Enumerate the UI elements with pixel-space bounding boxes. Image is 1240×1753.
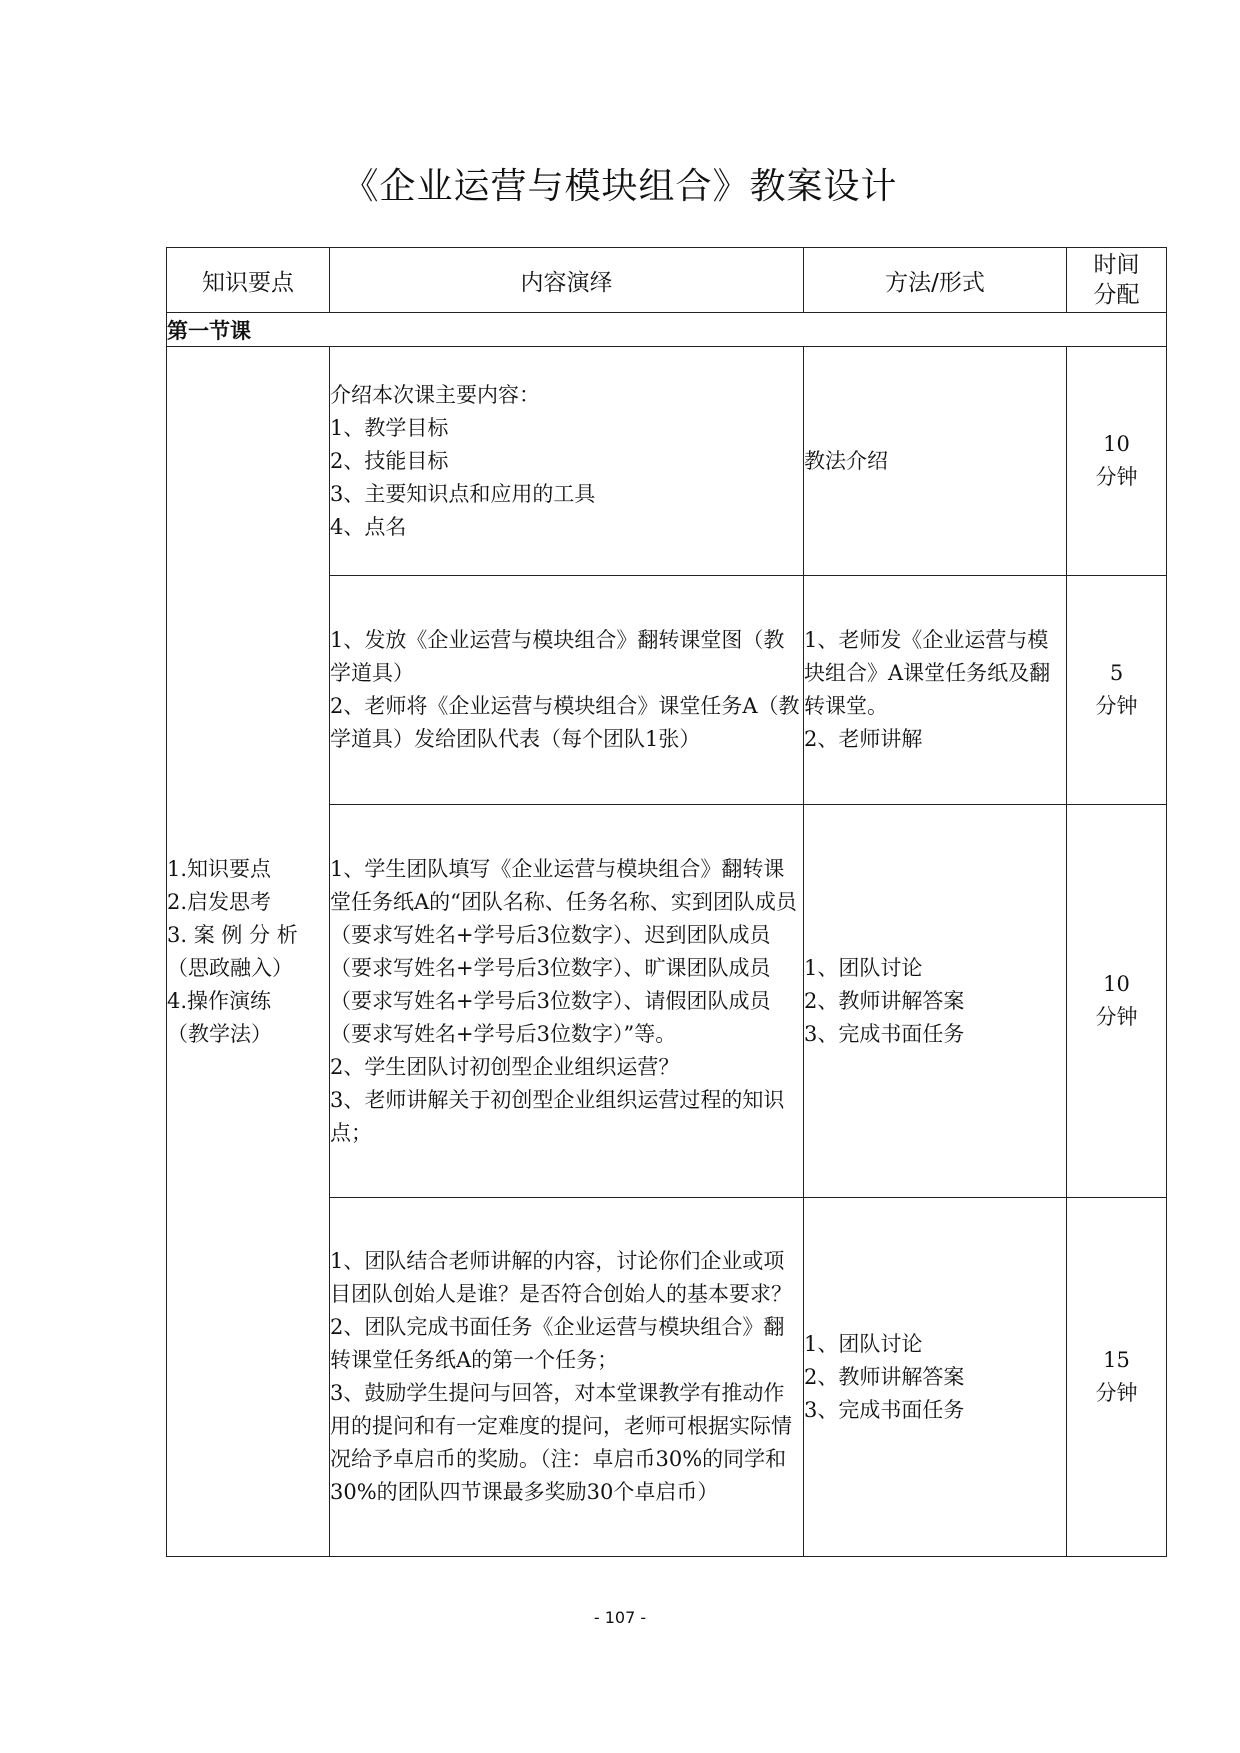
knowledge-point: 1.知识要点 [167,856,272,881]
time-cell [1067,347,1167,576]
knowledge-point: （教学法） [167,1021,272,1046]
header-time-line2: 分配 [1093,282,1140,308]
content-cell [330,576,804,805]
time-unit: 分钟 [1095,1005,1138,1029]
content-cell [330,1198,804,1557]
knowledge-point: 3. 案 例 分 析 [167,922,298,947]
time-unit: 分钟 [1095,1381,1138,1405]
header-time [1067,248,1167,313]
document-title: 《企业运营与模块组合》教案设计 [342,166,898,207]
method-line: 1、团队讨论 [804,1331,923,1356]
method-line: 2、教师讲解答案 [804,988,965,1013]
time-value: 5 [1109,661,1124,685]
header-method: 方法/形式 [804,248,1067,313]
content-line: 2、技能目标 [330,448,449,473]
method-line: 教法介绍 [804,448,888,473]
time-value: 10 [1103,432,1130,456]
content-line: 2、团队完成书面任务《企业运营与模块组合》翻转课堂任务纸A的第一个任务； [330,1315,785,1372]
content-cell [330,805,804,1198]
header-knowledge-points: 知识要点 [167,248,330,313]
knowledge-points-cell [167,347,330,1557]
method-line: 1、老师发《企业运营与模块组合》A课堂任务纸及翻转课堂。 [804,628,1051,718]
time-cell [1067,576,1167,805]
content-line: 1、团队结合老师讲解的内容，讨论你们企业或项目团队创始人是谁？是否符合创始人的基本要求？ [330,1249,792,1306]
table-row [167,347,1167,576]
time-value: 15 [1103,1348,1130,1372]
method-line: 2、老师讲解 [804,727,923,751]
header-content: 内容演绎 [330,248,804,313]
lesson-plan-table [166,247,1167,1557]
method-line: 3、完成书面任务 [804,1397,965,1422]
knowledge-point: 2.启发思考 [167,889,272,914]
content-line: 1、发放《企业运营与模块组合》翻转课堂图（教学道具） [330,628,785,685]
time-cell [1067,1198,1167,1557]
method-cell [804,805,1067,1198]
content-line: 3、老师讲解关于初创型企业组织运营过程的知识点； [330,1087,785,1145]
section-row [167,313,1167,347]
section-label: 第一节课 [167,313,1167,347]
time-unit: 分钟 [1095,465,1138,489]
method-line: 2、教师讲解答案 [804,1364,965,1389]
header-row [167,248,1167,313]
content-line: 介绍本次课主要内容： [330,382,540,407]
content-line: 3、主要知识点和应用的工具 [330,481,596,506]
method-cell [804,347,1067,576]
time-cell [1067,805,1167,1198]
method-line: 3、完成书面任务 [804,1021,965,1046]
knowledge-point: 4.操作演练 [167,988,272,1013]
content-line: 1、教学目标 [330,415,449,440]
content-line: 4、点名 [330,514,407,539]
method-cell [804,1198,1067,1557]
content-line: 1、学生团队填写《企业运营与模块组合》翻转课堂任务纸A的“团队名称、任务名称、实到团队成员（要求写姓名+学号后3位数字）、迟到团队成员（要求写姓名+学号后3位数字）、旷课团队成员（要求写姓名+学号后3位数字）、请假团队成员（要求写姓名+学号后3位数字）”等。 [330,856,797,1046]
content-line: 2、老师将《企业运营与模块组合》课堂任务A（教学道具）发给团队代表（每个团队1张） [330,694,800,751]
content-line: 2、学生团队讨初创型企业组织运营？ [330,1054,680,1079]
content-line: 3、鼓励学生提问与回答，对本堂课教学有推动作用的提问和有一定难度的提问，老师可根据实际情况给予卓启币的奖励。（注：卓启币30%的同学和30%的团队四节课最多奖励30个卓启币） [330,1381,792,1504]
page-number: - 107 - [593,1608,647,1627]
time-unit: 分钟 [1095,694,1138,718]
knowledge-point: （思政融入） [167,955,293,980]
header-time-line1: 时间 [1093,252,1140,278]
time-value: 10 [1103,972,1130,996]
content-cell [330,347,804,576]
method-line: 1、团队讨论 [804,955,923,980]
method-cell [804,576,1067,805]
